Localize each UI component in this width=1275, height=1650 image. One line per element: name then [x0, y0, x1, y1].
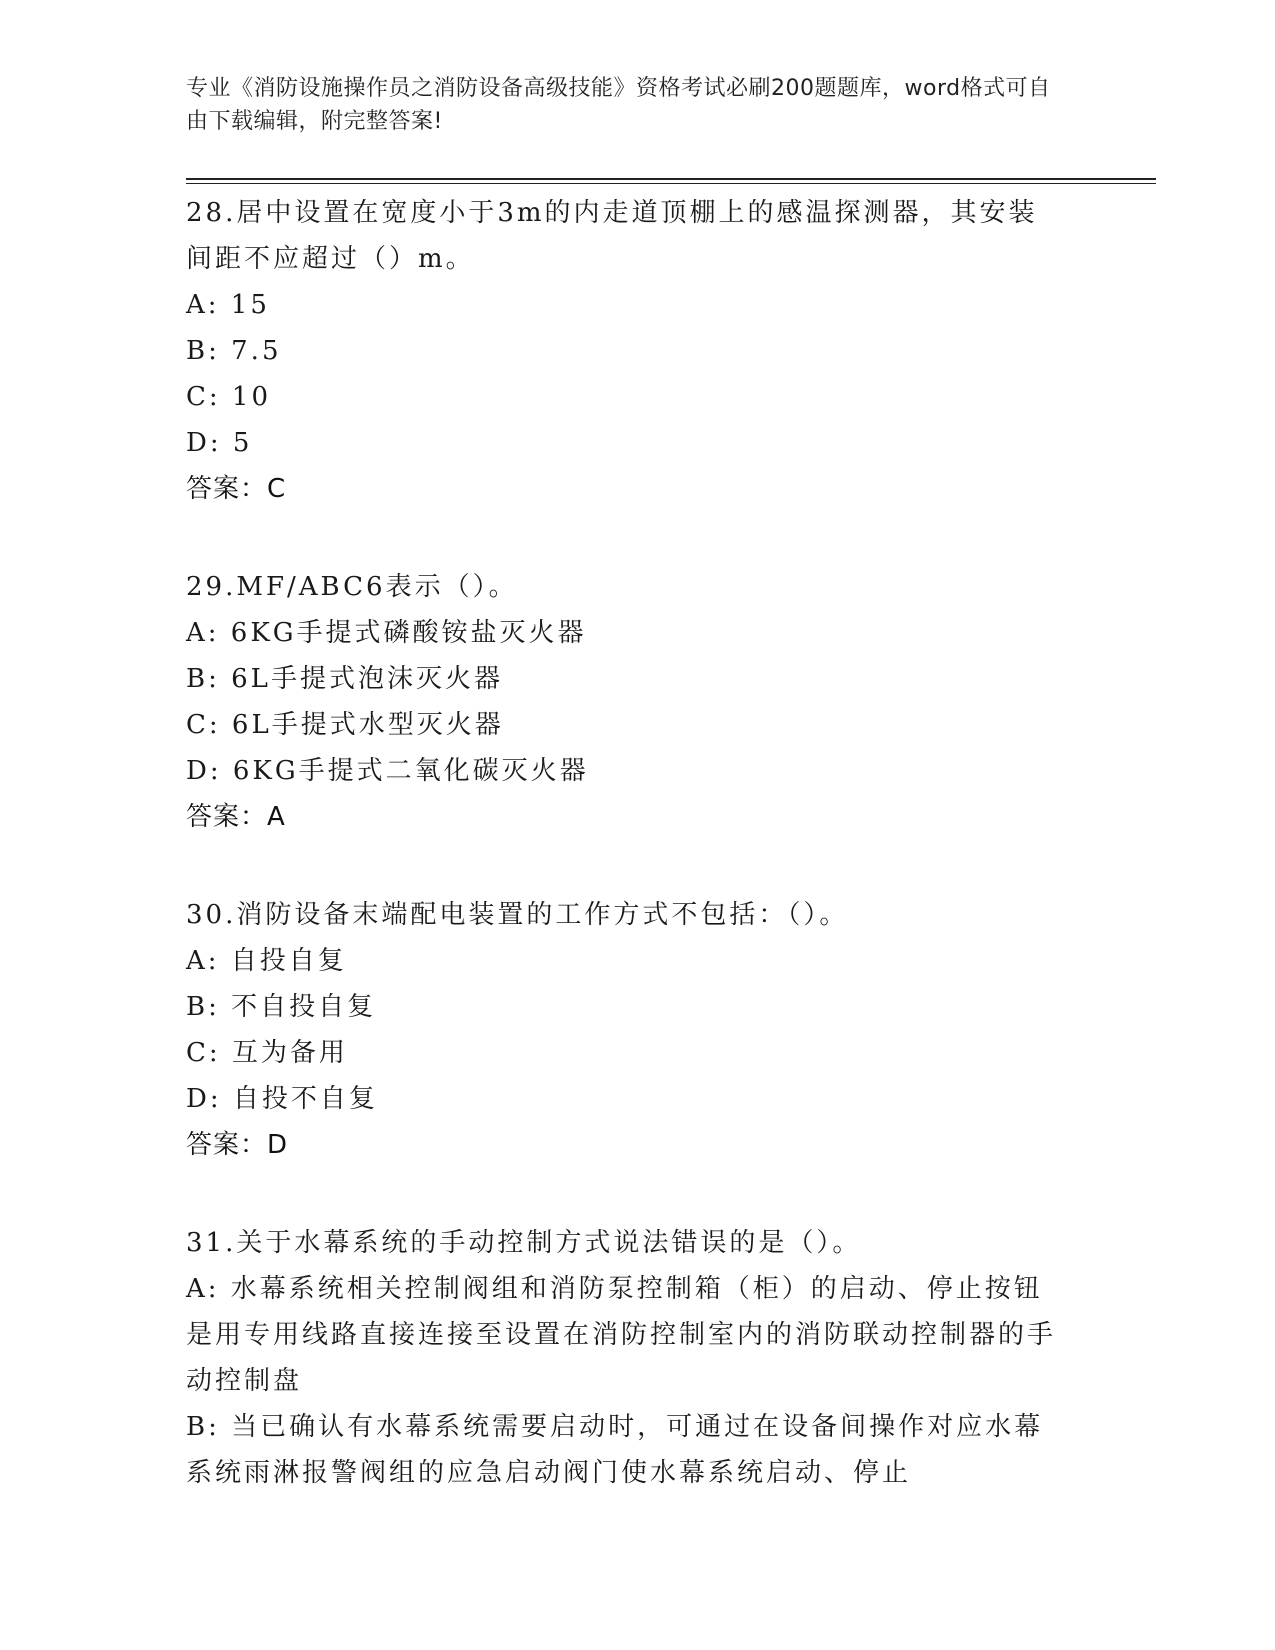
header-text: 专业《消防设施操作员之消防设备高级技能》资格考试必刷200题题库，word格式可自由下载编辑，附完整答案! [186, 76, 1051, 134]
question-stem: 31.关于水幕系统的手动控制方式说法错误的是（）。 [186, 1228, 862, 1258]
option-a: A: 水幕系统相关控制阀组和消防泵控制箱（柜）的启动、停止按钮是用专用线路直接连接至设置在消防控制室内的消防联动控制器的手动控制盘 [186, 1274, 1057, 1396]
option-d: D: 6KG手提式二氧化碳灭火器 [186, 756, 589, 786]
option-d: D: 自投不自复 [186, 1084, 378, 1114]
option-b: B: 7.5 [186, 336, 282, 366]
header-divider-thick [186, 178, 1156, 180]
question-stem: 29.MF/ABC6表示（）。 [186, 572, 518, 602]
option-c: C: 10 [186, 382, 272, 412]
option-b: B: 当已确认有水幕系统需要启动时，可通过在设备间操作对应水幕系统雨淋报警阀组的应急启动阀门使水幕系统启动、停止 [186, 1412, 1044, 1488]
question-stem: 30.消防设备末端配电装置的工作方式不包括：（）。 [186, 900, 849, 930]
header-divider-thin [186, 183, 1156, 184]
answer-label: 答案：A [186, 802, 286, 832]
option-c: C: 6L手提式水型灭火器 [186, 710, 504, 740]
option-c: C: 互为备用 [186, 1038, 348, 1068]
option-d: D: 5 [186, 428, 253, 458]
question-30 [186, 892, 1086, 1168]
option-a: A: 15 [186, 290, 270, 320]
question-28 [186, 190, 1086, 512]
document-header [186, 72, 1066, 138]
option-b: B: 不自投自复 [186, 992, 377, 1022]
option-b: B: 6L手提式泡沫灭火器 [186, 664, 503, 694]
question-29 [186, 564, 1086, 840]
question-stem: 28.居中设置在宽度小于3m的内走道顶棚上的感温探测器，其安装间距不应超过（）m。 [186, 198, 1038, 274]
question-31 [186, 1220, 1086, 1496]
option-a: A: 6KG手提式磷酸铵盐灭火器 [186, 618, 587, 648]
option-a: A: 自投自复 [186, 946, 347, 976]
question-list [186, 190, 1086, 1548]
answer-label: 答案：C [186, 474, 287, 504]
answer-label: 答案：D [186, 1130, 289, 1160]
